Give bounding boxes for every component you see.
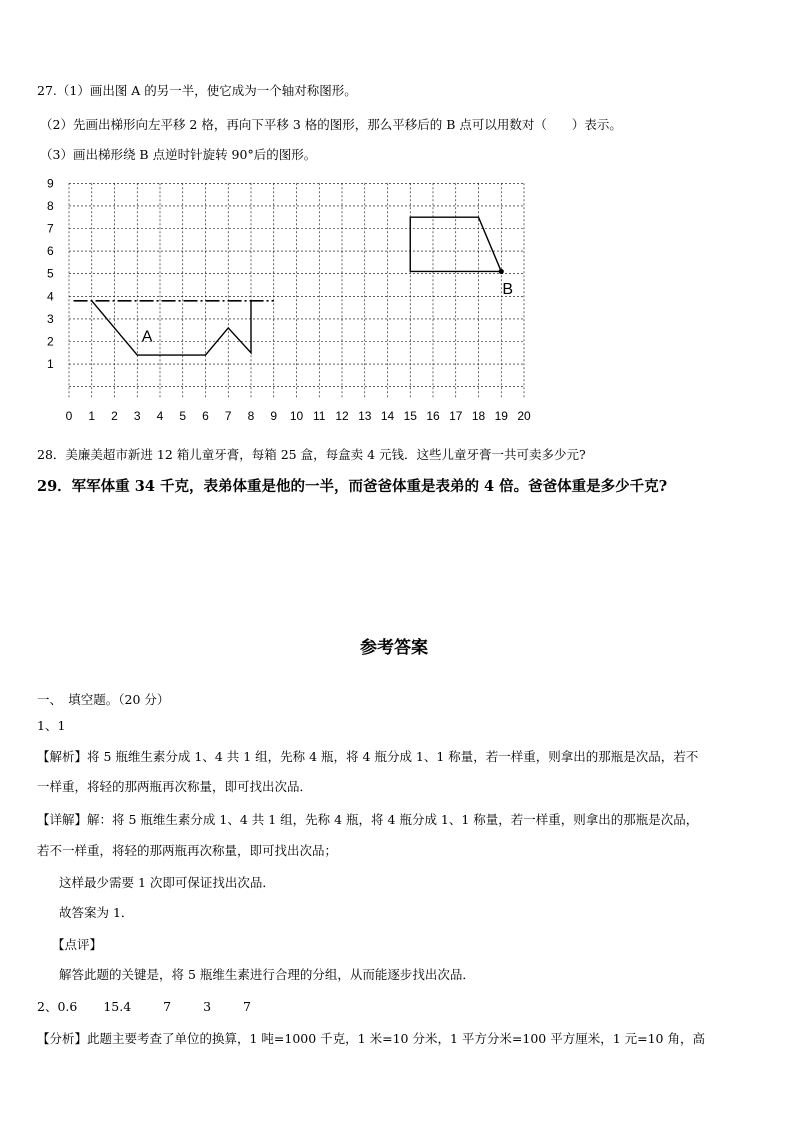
answer-1-key: 解答此题的关键是，将 5 瓶维生素进行合理的分组，从而能逐步找出次品． (59, 967, 475, 982)
answer-1-result: 故答案为 1． (59, 905, 134, 920)
answer-2-value-2: 7 (163, 999, 172, 1014)
point-b-label: B (502, 281, 514, 299)
x-tick-label: 16 (426, 409, 440, 423)
answer-2-label: 2、0.6 (37, 999, 78, 1014)
answer-1-least: 这样最少需要 1 次即可保证找出次品． (59, 875, 275, 890)
answer-2-value-4: 7 (243, 999, 251, 1014)
x-tick-label: 3 (133, 409, 141, 423)
x-tick-label: 15 (403, 409, 417, 423)
coordinate-grid (0, 0, 794, 440)
answer-1-jiexi: 【解析】将 5 瓶维生素分成 1、4 共 1 组，先称 4 瓶，将 4 瓶分成 1、1 称量，若一样重，则拿出的那瓶是次品，若不 (37, 749, 699, 764)
grid-lines (69, 183, 524, 398)
answers-heading: 参考答案 (360, 638, 428, 658)
answer-2-value-3: 3 (203, 999, 212, 1014)
answer-1-label: 1、1 (37, 718, 66, 733)
answer-1-xiangjie: 【详解】解：将 5 瓶维生素分成 1、4 共 1 组，先称 4 瓶，将 4 瓶分成 1、1 称量，若一样重，则拿出的那瓶是次品， (37, 812, 699, 827)
y-tick-label: 2 (47, 334, 54, 349)
answer-2-fenxi: 【分析】此题主要考查了单位的换算，1 吨=1000 千克，1 米=10 分米，1 平方分米=100 平方厘米，1 元=10 角，高 (37, 1031, 705, 1046)
x-tick-label: 13 (358, 409, 372, 423)
q28: 28．美廉美超市新进 12 箱儿童牙膏，每箱 25 盒，每盒卖 4 元钱．这些儿童牙膏一共可卖多少元? (37, 447, 586, 462)
q27-part3: （3）画出梯形绕 B 点逆时针旋转 90°后的图形。 (40, 147, 317, 162)
y-tick-label: 5 (47, 266, 54, 281)
x-tick-label: 11 (313, 409, 326, 423)
x-tick-label: 14 (380, 409, 395, 423)
answer-1-xiangjie-cont: 若不一样重，将轻的那两瓶再次称量，即可找出次品； (37, 843, 338, 858)
q27-part2: （2）先画出梯形向左平移 2 格，再向下平移 3 格的图形，那么平移后的 B 点可以用数对（ ）表示。 (40, 117, 622, 132)
answer-1-dianping: 【点评】 (52, 937, 103, 952)
section-1-title: 一、 填空题。（20 分） (37, 692, 170, 707)
x-tick-label: 9 (270, 409, 278, 423)
answer-1-jiexi-cont: 一样重，将轻的那两瓶再次称量，即可找出次品． (37, 779, 313, 794)
y-tick-label: 8 (47, 198, 54, 213)
q29: 29．军军体重 34 千克，表弟体重是他的一半，而爸爸体重是表弟的 4 倍。爸爸体重是多少千克? (37, 478, 668, 495)
answer-2-value-1: 15.4 (103, 999, 132, 1014)
shape-a-half (92, 301, 251, 355)
answer-2-row (37, 999, 251, 1015)
point-b-marker (499, 269, 504, 274)
x-tick-label: 10 (289, 409, 304, 423)
y-tick-labels (47, 176, 54, 371)
x-tick-label: 2 (111, 409, 118, 423)
x-tick-label: 17 (449, 409, 463, 423)
y-tick-label: 7 (47, 221, 54, 236)
x-tick-label: 1 (88, 409, 96, 423)
x-tick-label: 8 (247, 409, 255, 423)
y-tick-label: 9 (47, 176, 54, 191)
x-tick-label: 18 (471, 409, 486, 423)
x-tick-label: 19 (494, 409, 508, 423)
q27-part1: 27.（1）画出图 A 的另一半，使它成为一个轴对称图形。 (37, 83, 357, 98)
y-tick-label: 4 (47, 289, 54, 304)
y-tick-label: 6 (47, 244, 54, 259)
y-tick-label: 3 (47, 311, 54, 326)
x-tick-label: 0 (65, 409, 73, 423)
x-tick-label: 20 (517, 409, 531, 423)
x-tick-labels (66, 409, 531, 423)
shape-a-label: A (141, 328, 153, 346)
y-tick-label: 1 (47, 357, 54, 372)
x-tick-label: 5 (179, 409, 187, 423)
x-tick-label: 4 (156, 409, 164, 423)
x-tick-label: 6 (202, 409, 209, 423)
x-tick-label: 12 (335, 409, 349, 423)
x-tick-label: 7 (224, 409, 232, 423)
